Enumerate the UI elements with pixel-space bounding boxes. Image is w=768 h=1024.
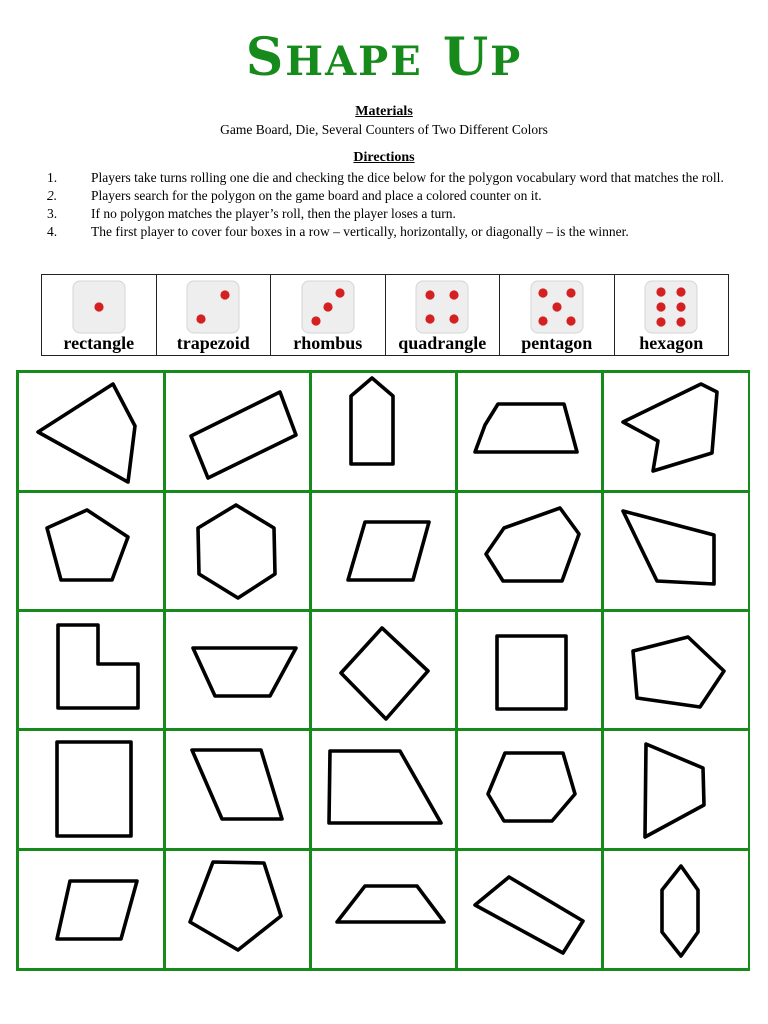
die-2-icon [185,279,241,335]
die-face [645,281,697,333]
board-cell-regular-pentagon[interactable] [457,730,601,848]
board-cell-bg [165,730,309,848]
die-pip [657,317,666,326]
board-cell-rotated-rectangle[interactable] [457,850,601,968]
board-cell-bg [18,730,163,848]
board-cell-regular-hexagon[interactable] [457,492,601,609]
die-pip [657,302,666,311]
direction-step: 3. If no polygon matches the player’s roll, then the player loses a turn. [47,206,456,221]
die-pip [677,317,686,326]
board-cell-bg [165,492,309,609]
board-cell-square[interactable] [457,611,601,728]
dice-cell [42,275,157,355]
die-pip [426,314,435,323]
board-cell-bg [165,611,309,728]
die-pip [335,288,344,297]
board-cell-bg [603,611,748,728]
dice-label: trapezoid [176,333,250,353]
board-cell-trapezoid[interactable] [311,850,455,968]
materials-heading: Materials [355,104,413,119]
die-pip [677,302,686,311]
board-cell-bg [603,730,748,848]
board-cell-trapezoid[interactable] [457,372,601,490]
die-pip [311,316,320,325]
board-cell-bg [18,611,163,728]
board-cell-inverted-trapezoid[interactable] [165,611,309,728]
board-cell-bg [18,492,163,609]
board-cell-bg [457,730,601,848]
die-face [416,281,468,333]
board-cell-rotated-rectangle[interactable] [165,372,309,490]
die-face [187,281,239,333]
die-pip [677,287,686,296]
die-3-icon [300,279,356,335]
die-pip [566,288,575,297]
dice-label: rectangle [63,333,135,353]
board-cell-right-trapezoid[interactable] [311,730,455,848]
board-cell-irregular-pentagon[interactable] [165,850,309,968]
board-cell-concave-hexagon[interactable] [603,372,748,490]
die-pip [657,287,666,296]
die-pip [538,316,547,325]
direction-step: 1. Players take turns rolling one die and checking the dice below for the polygon vocabulary word that matches the roll. [47,170,724,185]
board-cell-bg [18,850,163,968]
board-cell-bg [457,492,601,609]
dice-cell [500,275,615,355]
die-4-icon [414,279,470,335]
board-cell-bg [165,372,309,490]
board-cell-irregular-pentagon[interactable] [603,611,748,728]
die-pip [426,290,435,299]
board-cell-bg [457,372,601,490]
dice-label: hexagon [639,333,704,353]
dice-key-table [41,274,729,356]
board-cell-l-shaped-hexagon[interactable] [18,611,163,728]
board-cell-bg [603,492,748,609]
die-5-icon [529,279,585,335]
die-pip [323,302,332,311]
die-pip [552,302,561,311]
board-cell-irregular-quadrilateral[interactable] [603,492,748,609]
board-cell-rectangle[interactable] [18,730,163,848]
dice-label: rhombus [293,333,363,353]
materials-text: Game Board, Die, Several Counters of Two Different Colors [220,122,548,137]
die-pip [450,314,459,323]
dice-cell [615,275,729,355]
board-cell-regular-pentagon[interactable] [18,492,163,609]
die-pip [197,314,206,323]
directions-list [47,169,737,241]
die-pip [566,316,575,325]
die-pip [450,290,459,299]
board-cell-parallelogram[interactable] [165,730,309,848]
board-cell-bg [603,372,748,490]
board-cell-sideways-trapezoid[interactable] [603,730,748,848]
board-cell-regular-hexagon[interactable] [165,492,309,609]
dice-label: quadrangle [398,333,487,353]
page-title: SHAPE UP [245,27,523,88]
die-1-icon [71,279,127,335]
board-cell-irregular-quadrilateral[interactable] [18,372,163,490]
dice-cell [386,275,501,355]
die-6-icon [643,279,699,335]
board-cell-parallelogram[interactable] [311,492,455,609]
board-cell-rhombus[interactable] [311,611,455,728]
board-cell-parallelogram[interactable] [18,850,163,968]
dice-label: pentagon [521,333,593,353]
board-cell-house-pentagon[interactable] [311,372,455,490]
directions-heading: Directions [353,150,415,165]
die-pip [94,302,103,311]
direction-step: 4. The first player to cover four boxes in a row – vertically, horizontally, or diagonally – is the winner. [47,224,629,239]
dice-cell [271,275,386,355]
game-board [16,370,750,972]
die-pip [221,290,230,299]
direction-step: 2. Players search for the polygon on the game board and place a colored counter on it. [47,188,542,203]
die-pip [538,288,547,297]
dice-cell [157,275,272,355]
board-cell-bg [311,492,455,609]
board-cell-bg [311,730,455,848]
board-cell-elongated-hexagon[interactable] [603,850,748,968]
